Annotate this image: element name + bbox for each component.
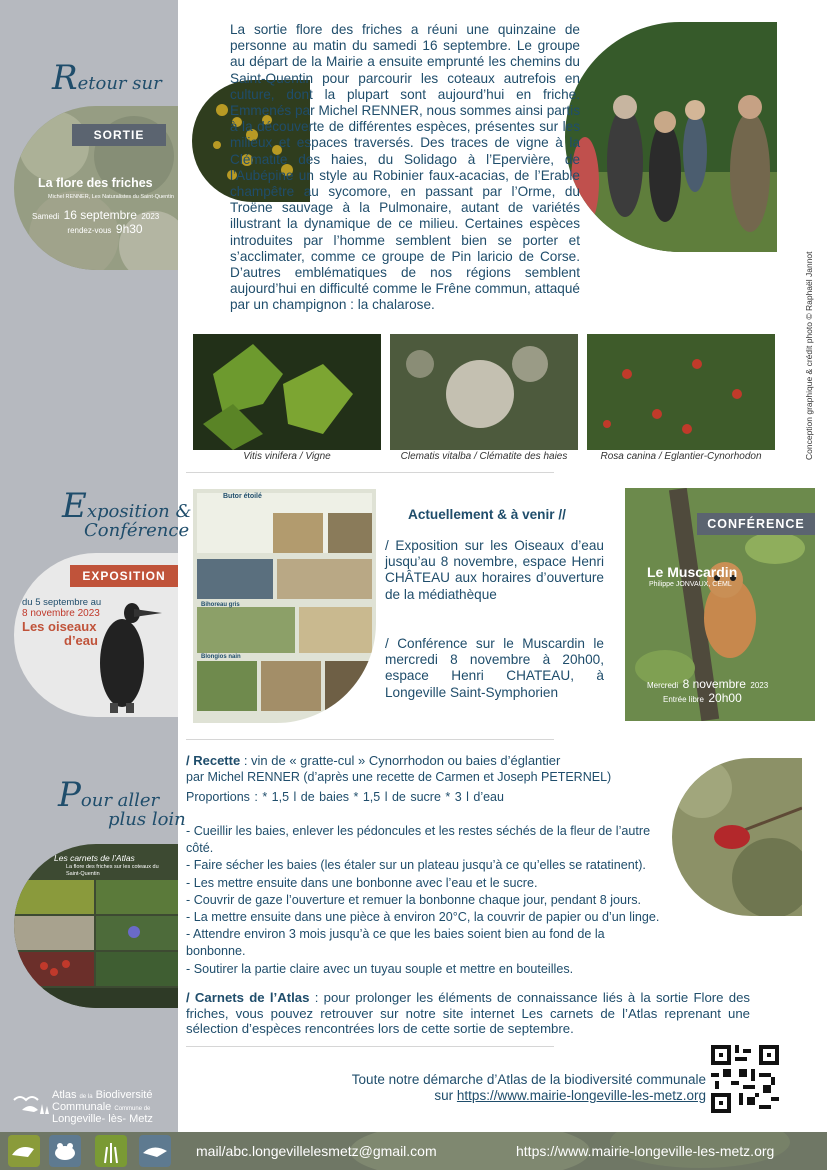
actuellement-heading: Actuellement & à venir // <box>408 507 566 522</box>
logo-word-biodiversite: Biodiversité <box>95 1089 153 1101</box>
recipe-heading: / Recette : vin de « gratte-cul » Cynorrhodon ou baies d’églantier <box>186 753 561 768</box>
birds-icon <box>12 1092 54 1118</box>
logo-word-commune-de: Commune de <box>114 1106 151 1112</box>
group-photo <box>565 22 777 252</box>
recipe-proportions: Proportions : * 1,5 l de baies * 1,5 l de sucre * 3 l d’eau <box>186 790 504 804</box>
footer-url[interactable]: https://www.mairie-longeville-les-metz.org <box>516 1143 775 1159</box>
caption-eglantier: Rosa canina / Eglantier-Cynorhodon <box>600 451 762 462</box>
carnets-paragraph: / Carnets de l’Atlas : pour prolonger les éléments de connaissance liés à la sortie Flore des friches, vous pouvez retrouver sur notre site internet Les carnets de l’Atlas reprenant une sélection d’espèces rencontrées lors de cette sortie de septembre. <box>186 990 751 1036</box>
recipe-step: - Les mettre ensuite dans une bonbonne avec l’eau et le sucre. <box>186 875 538 890</box>
sortie-text: La sortie flore des friches a réuni une quinzaine de personne au matin du samedi 16 septembre. Le groupe au départ de la Mairie a ensuite emprunté les chemins du Saint-Quentin pour parcourir les coteaux autrefois en culture, dont la plupart sont aujourd’hui en friche. Emmenés par Michel RENNER, nous sommes ainsi partis à la découverte de différentes espèces, présentes sur les milieux et espaces traversés. Des traces de vigne à la Clématite des haies, du Solidago à l’Epervière, de l’Aubépine un style au Robinier faux-acacias, de l’Erable champêtre au sycomore, en passant par l’Orme, du Troëne sauvage à la Pulmonaire, autant de variétés illustrant la dynamique de ce milieu. Certaines espèces introduites par l’homme semblent bien se porter et s’acclimater, comme ce groupe de Pin laricio de Corse. D’autres emblématiques de nos régions semblent aujourd’hui en difficulté comme le Frêne commun, attaqué par un champignon : la chalarose. <box>230 22 580 313</box>
recipe-step: - Couvrir de gaze l’ouverture et remuer la bonbonne chaque jour, pendant 8 jours. <box>186 892 642 907</box>
recipe-step: - Faire sécher les baies (les étaler sur un plateau jusqu’à ce qu’elles se ratatinent). <box>186 858 646 873</box>
expo-panel-photo <box>193 489 376 723</box>
vigne-photo <box>193 334 381 450</box>
conference-sub: Philippe JONVAUX, CEML <box>649 581 732 588</box>
logo-word-metz: Metz <box>129 1113 153 1125</box>
conference-item: / Conférence sur le Muscardin le mercredi 8 novembre à 20h00, espace Henri CHATEAU, à Longeville Saint-Symphorien <box>385 636 604 700</box>
logo-word-atlas: Atlas <box>52 1089 77 1101</box>
panel-sub2: Bihoreau gris <box>201 602 240 608</box>
logo-word-longeville: Longeville- <box>52 1113 106 1125</box>
site-link[interactable]: https://www.mairie-longeville-les-metz.org <box>456 1088 706 1103</box>
expo-item: / Exposition sur les Oiseaux d’eau jusqu’au 8 novembre, espace Henri CHÂTEAU aux horaires d’ouverture de la médiathèque <box>385 538 604 602</box>
frog-logo-icon <box>49 1135 81 1167</box>
conference-title: Le Muscardin <box>647 564 738 580</box>
berry-photo <box>672 758 802 916</box>
bird2-logo-icon <box>139 1135 171 1167</box>
exposition-disc <box>14 553 178 717</box>
photo-credit: Conception graphique & crédit photo © Raphaël Jannot <box>804 251 814 460</box>
sortie-date: Samedi 16 septembre 2023 <box>32 208 160 222</box>
carnet-title: Les carnets de l’Atlas <box>54 853 135 863</box>
section-title-pour-aller: Pour aller plus loin <box>58 775 186 830</box>
conference-badge: CONFÉRENCE <box>697 513 815 535</box>
caption-vigne: Vitis vinifera / Vigne <box>243 451 331 462</box>
exposition-badge: EXPOSITION <box>70 565 178 587</box>
divider-3 <box>186 1046 554 1047</box>
footer-email[interactable]: mail/abc.longevillelesmetz@gmail.com <box>196 1143 437 1159</box>
divider-2 <box>186 739 554 740</box>
recipe-step: - Soutirer la partie claire avec un tuyau souple et mettre en bouteilles. <box>186 961 574 976</box>
qr-code[interactable] <box>711 1045 779 1113</box>
atlas-logo <box>8 1088 178 1128</box>
recipe-steps <box>186 823 664 978</box>
carnet-disc[interactable] <box>14 844 178 1008</box>
sortie-badge: SORTIE <box>72 124 166 146</box>
expo-date-2: 8 novembre 2023 <box>22 608 100 619</box>
recipe-author: par Michel RENNER (d’après une recette de Carmen et Joseph PETERNEL) <box>186 770 612 784</box>
logo-word-communale: Communale <box>52 1101 112 1113</box>
panel-sub1: Blongios nain <box>201 654 241 660</box>
expo-date-1: du 5 septembre au <box>22 597 102 608</box>
sortie-rdv: rendez-vous 9h30 <box>67 222 143 236</box>
plant-logo-icon <box>95 1135 127 1167</box>
recipe-step: - Cueillir les baies, enlever les pédoncules et les restes séchés de la fleur de l’autre côté. <box>186 824 651 856</box>
site-link-line: sur https://www.mairie-longeville-les-metz.org <box>434 1088 706 1103</box>
sortie-disc <box>14 106 178 270</box>
bird-logo-icon <box>8 1135 40 1167</box>
carnet-sub: La flore des friches sur les coteaux du Saint-Quentin <box>66 864 159 877</box>
sortie-title: La flore des friches <box>38 176 153 190</box>
footer <box>0 1132 827 1170</box>
recipe-step: - Attendre environ 3 mois jusqu’à ce que les baies soient bien au fond de la bonbonne. <box>186 927 605 959</box>
conference-entry: Entrée libre 20h00 <box>663 691 742 705</box>
sortie-text-block <box>230 22 580 314</box>
clematite-photo <box>390 334 578 450</box>
caption-clematite: Clematis vitalba / Clématite des haies <box>400 451 568 462</box>
site-line: Toute notre démarche d’Atlas de la biodiversité communale <box>351 1072 706 1087</box>
logo-word-les: lès- <box>108 1113 126 1125</box>
section-title-retour: Retour sur <box>52 58 162 98</box>
divider-1 <box>186 472 554 473</box>
section-title-exposition: Exposition & Conférence <box>62 486 192 541</box>
logo-word-delа: de la <box>79 1094 93 1100</box>
sortie-sub: Michel RENNER, Les Naturalistes du Saint-Quentin <box>48 194 174 200</box>
expo-title-1: Les oiseaux <box>22 619 97 634</box>
conference-photo <box>625 488 815 721</box>
recipe-step: - La mettre ensuite dans une pièce à environ 20°C, la couvrir de papier ou d’un linge. <box>186 910 660 925</box>
panel-title: Butor étoilé <box>223 493 262 500</box>
conference-date: Mercredi 8 novembre 2023 <box>647 677 769 691</box>
eglantier-photo <box>587 334 775 450</box>
expo-title-2: d’eau <box>64 633 98 648</box>
